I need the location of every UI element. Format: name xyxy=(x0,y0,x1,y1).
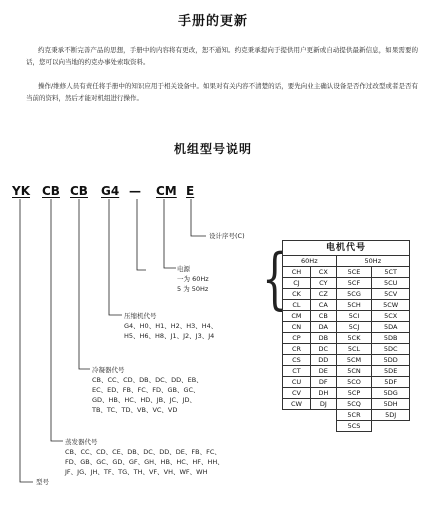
motor-code-cell: 5DG xyxy=(372,388,410,399)
motor-code-cell: 5CE xyxy=(336,267,372,278)
motor-code-cell: 5CI xyxy=(336,311,372,322)
motor-code-cell: CP xyxy=(283,333,311,344)
motor-code-cell: 5DA xyxy=(372,322,410,333)
model-code-design: E xyxy=(186,184,195,198)
table-row xyxy=(283,300,410,311)
empty-cell xyxy=(310,410,336,421)
table-row xyxy=(283,399,410,410)
empty-cell xyxy=(310,421,336,432)
model-number-title: 机组型号说明 xyxy=(173,142,252,156)
label-design-seq: 设计序号(C) xyxy=(209,232,245,240)
motor-code-cell: DB xyxy=(310,333,336,344)
table-row xyxy=(283,333,410,344)
model-code-motor: CM xyxy=(156,184,177,198)
label-evaporator: 蒸发器代号 CB、CC、CD、CE、DB、DC、DD、DE、FB、FC、 FD、GB、GC、GD、GF、GH、HB、HC、HF、HH、 JF、JG、JH、TF、TG、TH、VF、VH、WF、WH xyxy=(65,438,224,476)
motor-code-cell: CL xyxy=(283,300,311,311)
motor-code-cell: 5DF xyxy=(372,377,410,388)
motor-code-cell: 5CU xyxy=(372,278,410,289)
motor-code-cell: 5CR xyxy=(336,410,372,421)
motor-code-cell: CH xyxy=(283,267,311,278)
motor-code-cell: CY xyxy=(310,278,336,289)
motor-code-cell: 5CO xyxy=(336,377,372,388)
motor-code-cell: DC xyxy=(310,344,336,355)
motor-code-cell: 5CV xyxy=(372,289,410,300)
motor-code-cell: CR xyxy=(283,344,311,355)
motor-code-cell: 5CN xyxy=(336,366,372,377)
table-row xyxy=(283,267,410,278)
update-paragraph-2: 操作/维修人员有责任将手册中的知识应用于相关设备中。如果对有关内容不清楚的话，要先向业主确认设备是否作过改型或者是否有当前的资料，然后才能对机组进行操作。 xyxy=(26,82,418,102)
motor-code-cell: CN xyxy=(283,322,311,333)
motor-code-cell: 5DJ xyxy=(372,410,410,421)
motor-code-cell: 5CM xyxy=(336,355,372,366)
motor-code-cell: 5CG xyxy=(336,289,372,300)
update-paragraph-1: 约克秉承不断完善产品的思想，手册中的内容将有更改，恕不通知。约克秉承提向于提供用户更新或自动提供最新信息，如果需要的话，您可以向当地的约克办事处索取资料。 xyxy=(26,46,418,66)
model-code-power: — xyxy=(129,184,141,198)
model-code-compressor: G4 xyxy=(101,184,120,198)
label-power: 电源 一为 60Hz 5 为 50Hz xyxy=(177,265,209,293)
motor-code-cell: 5CQ xyxy=(336,399,372,410)
motor-code-cell: DF xyxy=(310,377,336,388)
motor-code-cell: CJ xyxy=(283,278,311,289)
label-compressor: 压缩机代号 G4、H0、H1、H2、H3、H4、 H5、H6、H8、J1、J2、J3、J4 xyxy=(124,312,218,340)
table-row xyxy=(283,322,410,333)
model-code-evaporator: CB xyxy=(42,184,60,198)
motor-code-cell: 5CJ xyxy=(336,322,372,333)
motor-code-cell: 5DC xyxy=(372,344,410,355)
table-row xyxy=(283,344,410,355)
table-row xyxy=(283,388,410,399)
motor-code-cell: DJ xyxy=(310,399,336,410)
motor-code-cell: DD xyxy=(310,355,336,366)
motor-code-cell: CS xyxy=(283,355,311,366)
motor-code-cell: DH xyxy=(310,388,336,399)
motor-code-cell: 5CL xyxy=(336,344,372,355)
motor-code-table xyxy=(282,240,410,432)
table-row xyxy=(283,421,410,432)
motor-code-cell: 5CH xyxy=(336,300,372,311)
motor-code-cell: CK xyxy=(283,289,311,300)
motor-code-cell: 5CF xyxy=(336,278,372,289)
motor-code-cell: CB xyxy=(310,311,336,322)
motor-code-cell: CM xyxy=(283,311,311,322)
motor-code-cell: CU xyxy=(283,377,311,388)
table-row xyxy=(283,366,410,377)
motor-code-cell: CZ xyxy=(310,289,336,300)
label-condenser: 冷凝器代号 CB、CC、CD、DB、DC、DD、EB、 EC、ED、FB、FC、FD、GB、GC、 GD、HB、HC、HD、JB、JC、JD、 TB、TC、TD、VB、VC、VD xyxy=(92,366,203,414)
empty-cell xyxy=(283,410,311,421)
motor-brace: { xyxy=(262,240,288,317)
table-row xyxy=(283,377,410,388)
motor-code-cell: 5CT xyxy=(372,267,410,278)
motor-table-title: 电机代号 xyxy=(283,241,410,256)
motor-header-60hz: 60Hz xyxy=(283,256,337,267)
motor-code-cell: DE xyxy=(310,366,336,377)
empty-cell xyxy=(283,421,311,432)
motor-code-cell: 5CS xyxy=(336,421,372,432)
motor-code-cell: CV xyxy=(283,388,311,399)
motor-code-cell: 5DD xyxy=(372,355,410,366)
motor-code-cell: CX xyxy=(310,267,336,278)
motor-code-cell: 5DE xyxy=(372,366,410,377)
motor-code-cell: CT xyxy=(283,366,311,377)
motor-code-cell: DA xyxy=(310,322,336,333)
motor-table-body xyxy=(283,267,410,432)
motor-code-cell: 5CW xyxy=(372,300,410,311)
label-model: 型号 xyxy=(36,478,49,486)
table-row xyxy=(283,289,410,300)
motor-code-cell: 5CK xyxy=(336,333,372,344)
model-code-yk: YK xyxy=(12,184,30,198)
table-row xyxy=(283,410,410,421)
table-row xyxy=(283,355,410,366)
motor-code-cell: 5DB xyxy=(372,333,410,344)
table-row xyxy=(283,311,410,322)
motor-header-50hz: 50Hz xyxy=(336,256,409,267)
model-code-condenser: CB xyxy=(70,184,88,198)
motor-code-cell: CA xyxy=(310,300,336,311)
manual-update-title: 手册的更新 xyxy=(177,14,248,29)
empty-cell xyxy=(372,421,410,432)
motor-code-cell: 5CX xyxy=(372,311,410,322)
motor-code-cell: CW xyxy=(283,399,311,410)
motor-code-cell: 5CP xyxy=(336,388,372,399)
motor-code-cell: 5DH xyxy=(372,399,410,410)
table-row xyxy=(283,278,410,289)
